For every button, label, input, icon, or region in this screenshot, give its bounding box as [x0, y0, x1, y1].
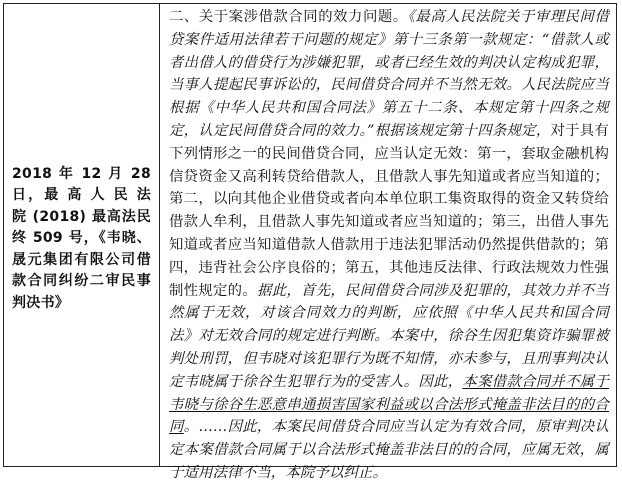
case-citation: 2018 年 12 月 28 日，最 高 人 民 法 院 (2018) 最高法民终 509 号，《韦晓、晟元集团有限公司借款合同纠纷二审民事判决书》 [12, 165, 151, 311]
excerpt-underlined-segment: 本案借款合同并不属于韦晓与徐谷生恶意串通损害国家利益或以合法形式掩盖非法目的的合同 [169, 373, 609, 436]
case-table [3, 3, 617, 481]
excerpt-segment-4: 据此，首先，民间借贷合同涉及犯罪的，其效力并不当然属于无效，对该合同效力的判断，应依照《中华人民共和国合同法》对无效合同的规定进行判断。本案中，徐谷生因犯集资诈骗罪被判处刑罚，但韦晓对该犯罪行为既不知情，亦未参与，且刑事判决认定韦晓属于徐谷生犯罪行为的受害人。因此， [169, 282, 609, 390]
content-cell [160, 4, 616, 481]
judgment-excerpt [169, 6, 609, 485]
excerpt-segment-3: 对于具有下列情形之一的民间借贷合同，应当认定无效：第一，套取金融机构信贷资金又高利转贷给借款人，且借款人事先知道或者应当知道的；第二，以向其他企业借贷或者向本单位职工集资取得的资金又转贷给借款人牟利，且借款人事先知道或者应当知道的；第三，出借人事先知道或者应当知道借款人借款用于违法犯罪活动仍然提供借款的；第四，违背社会公序良俗的；第五，其他违反法律、行政法规效力性强制性规定的。 [169, 122, 609, 299]
excerpt-segment-1: 二、关于案涉借款合同的效力问题。 [169, 9, 408, 25]
excerpt-segment-2: 《最高人民法院关于审理民间借贷案件适用法律若干问题的规定》第十三条第一款规定：“借款人或者出借人的借贷行为涉嫌犯罪，或者已经生效的判决认定构成犯罪，当事人提起民事诉讼的，民间借贷合同并不当然无效。人民法院应当根据《中华人民共和国合同法》第五十二条、本规定第十四条之规定，认定民间借贷合同的效力。”根据该规定第十四条规定， [169, 9, 609, 139]
excerpt-segment-6: 。……因此，本案民间借贷合同应当认定为有效合同，原审判决认定本案借款合同属于以合法形式掩盖非法目的的合同，应属无效，属于适用法律不当，本院予以纠正。 [169, 419, 609, 481]
citation-cell [4, 4, 160, 466]
